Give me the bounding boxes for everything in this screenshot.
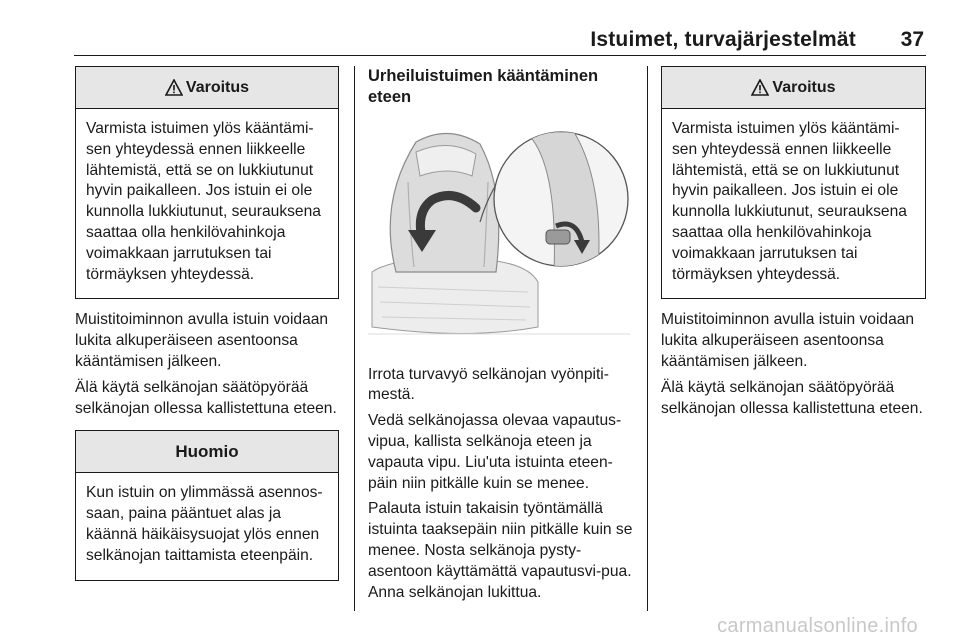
warning-box-header xyxy=(662,67,925,109)
header-title: Istuimet, turvajärjestelmät xyxy=(590,28,856,51)
middle-column xyxy=(368,66,634,603)
note-box-text: Kun istuin on ylimmässä asennos-saan, paina pääntuet alas ja käännä häikäisysuojat ylös ennen selkänojan taittamista eteenpäin. xyxy=(86,484,323,564)
watermark: carmanualsonline.info xyxy=(717,615,918,637)
warning-box-title: Varoitus xyxy=(185,78,250,96)
header-rule xyxy=(74,55,926,56)
warning-icon xyxy=(165,79,183,96)
warning-box-text: Varmista istuimen ylös kääntämi-sen yhteydessä ennen liikkeelle lähtemistä, että se on lukkiutunut hyvin paikalleen. Jos istuin ei ole kunnolla lukkiutunut, seurauksena saattaa olla henkilövahinkoja voimakkaan jarrutuksen tai törmäyksen yhteydessä. xyxy=(672,120,907,283)
right-column xyxy=(661,66,926,419)
paragraph: Älä käytä selkänojan säätöpyörää selkänojan ollessa kallistettuna eteen. xyxy=(661,378,923,417)
paragraph: Irrota turvavyö selkänojan vyönpiti-mestä. xyxy=(368,365,609,404)
paragraph: Vedä selkänojassa olevaa vapautus-vipua, kallista selkänoja eteen ja vapauta vipu. Liu'uta istuinta eteen-päin niin pitkälle kuin se menee. xyxy=(368,412,622,492)
warning-icon xyxy=(751,79,769,96)
page-number: 37 xyxy=(900,28,924,51)
paragraph: Muistitoiminnon avulla istuin voidaan lukita alkuperäiseen asentoonsa kääntämisen jälkeen. xyxy=(75,311,329,370)
warning-box xyxy=(75,66,339,299)
section-title: Urheiluistuimen kääntäminen eteen xyxy=(368,67,599,106)
warning-box-header xyxy=(76,67,338,109)
warning-box-text: Varmista istuimen ylös kääntämi-sen yhteydessä ennen liikkeelle lähtemistä, että se on lukkiutunut hyvin paikalleen. Jos istuin ei ole kunnolla lukkiutunut, seurauksena saattaa olla henkilövahinkoja voimakkaan jarrutuksen tai törmäyksen yhteydessä. xyxy=(86,120,321,283)
paragraph: Palauta istuin takaisin työntämällä istuinta taaksepäin niin pitkälle kuin se menee. Nosta selkänoja pysty-asentoon käyttämättä vapautusvi-pua. Anna selkänojan lukittua. xyxy=(368,500,633,601)
note-box-title: Huomio xyxy=(175,441,239,461)
note-box-header xyxy=(76,431,338,473)
paragraph: Älä käytä selkänojan säätöpyörää selkänojan ollessa kallistettuna eteen. xyxy=(75,378,337,417)
seat-fold-illustration xyxy=(368,122,630,342)
paragraph: Muistitoiminnon avulla istuin voidaan lukita alkuperäiseen asentoonsa kääntämisen jälkeen. xyxy=(661,311,915,370)
column-divider-right xyxy=(647,66,648,611)
left-column xyxy=(75,66,339,581)
warning-box xyxy=(661,66,926,299)
note-box xyxy=(75,430,339,580)
column-divider-left xyxy=(354,66,355,611)
warning-box-title: Varoitus xyxy=(772,78,836,96)
